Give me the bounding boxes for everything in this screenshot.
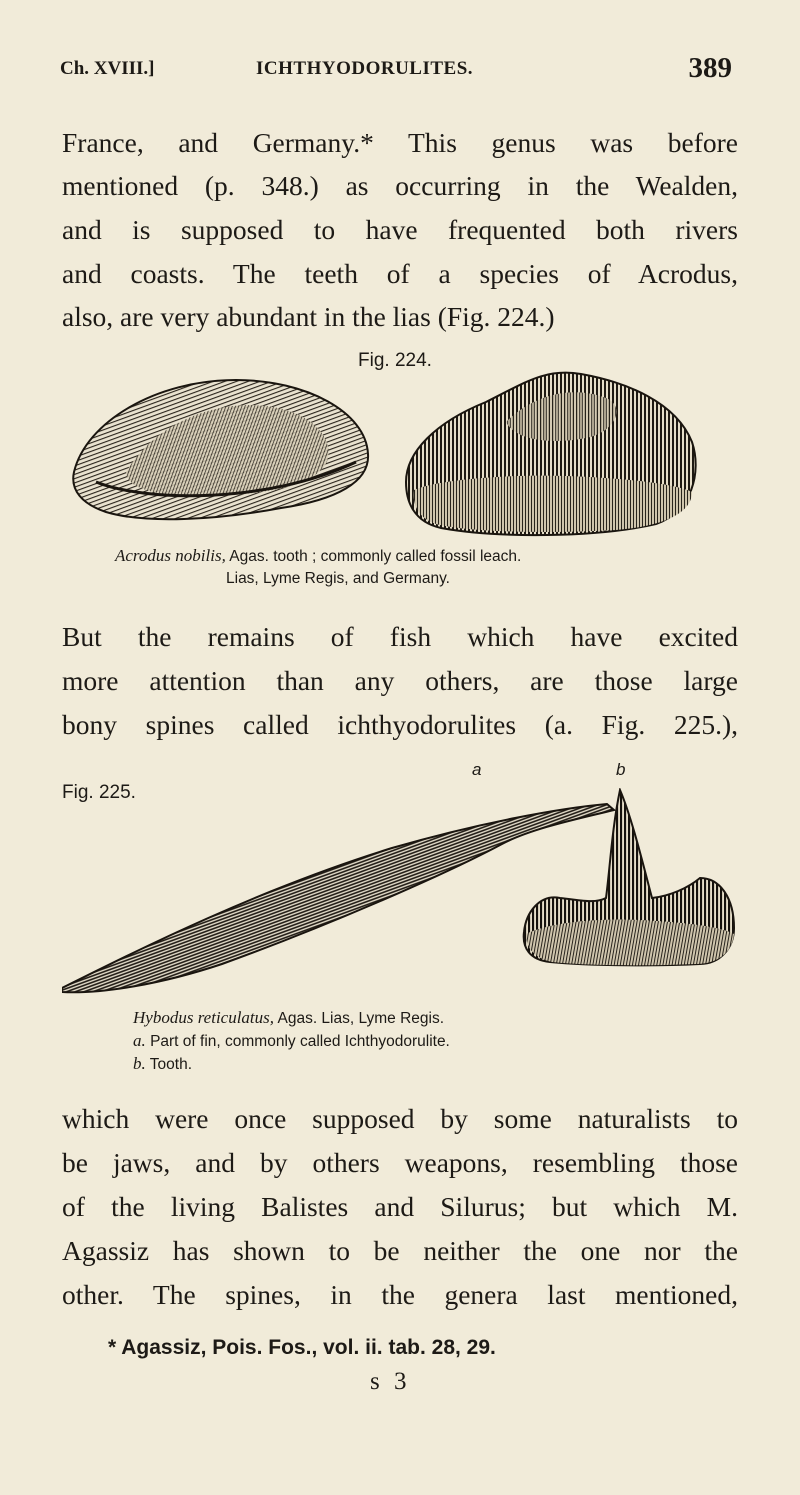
text-line: France, and Germany.* This genus was before [62,127,738,158]
text-line: other. The spines, in the genera last mentioned, [62,1279,738,1310]
figure-225-species: Hybodus reticulatus, [133,1008,275,1027]
figure-224-caption-text: Agas. tooth ; commonly called fossil leach. [229,548,522,565]
caption-text-a: Part of fin, commonly called Ichthyodorulite. [150,1033,450,1050]
text-line: and is supposed to have frequented both rivers [62,214,738,245]
text-line: be jaws, and by others weapons, resembling those [62,1147,738,1178]
figure-225-letter-a: a [472,760,482,779]
chapter-label: Ch. XVIII.] [60,58,155,79]
figure-225-caption-line1 [133,1008,444,1028]
figure-224-label: Fig. 224. [358,350,432,371]
figure-224-caption-line1 [115,546,521,566]
running-header [60,52,732,98]
figure-224-species: Acrodus nobilis, [115,546,226,565]
figure-225-caption-line3 [133,1054,192,1074]
caption-key-a: a. [133,1031,146,1050]
figure-225-letter-b: b [616,760,626,779]
footnote: * Agassiz, Pois. Fos., vol. ii. tab. 28, 29. [108,1336,496,1359]
caption-text-b: Tooth. [149,1056,193,1073]
figure-225-caption-text: Agas. Lias, Lyme Regis. [277,1010,445,1027]
text-line: But the remains of fish which have excited [62,621,738,652]
text-line: of the living Balistes and Silurus; but which M. [62,1191,738,1222]
running-title: ICHTHYODORULITES. [256,58,474,79]
acrodus-tooth-left-illustration [66,362,376,532]
text-line: more attention than any others, are those large [62,665,738,696]
text-line: mentioned (p. 348.) as occurring in the Wealden, [62,170,738,201]
acrodus-tooth-right-illustration [396,362,702,538]
text-line: also, are very abundant in the lias (Fig. 224.) [62,301,555,332]
caption-key-b: b. [133,1054,146,1073]
page-number: 389 [688,52,732,84]
text-line: and coasts. The teeth of a species of Acrodus, [62,258,738,289]
text-line: which were once supposed by some naturalists to [62,1103,738,1134]
figure-225-caption-line2 [133,1031,450,1051]
figure-224-caption-line2: Lias, Lyme Regis, and Germany. [226,570,450,587]
figure-225-label: Fig. 225. [62,782,136,803]
signature-mark: s 3 [370,1368,411,1395]
text-line: bony spines called ichthyodorulites (a. Fig. 225.), [62,709,738,740]
hybodus-tooth-illustration [520,788,740,968]
text-line: Agassiz has shown to be neither the one nor the [62,1235,738,1266]
